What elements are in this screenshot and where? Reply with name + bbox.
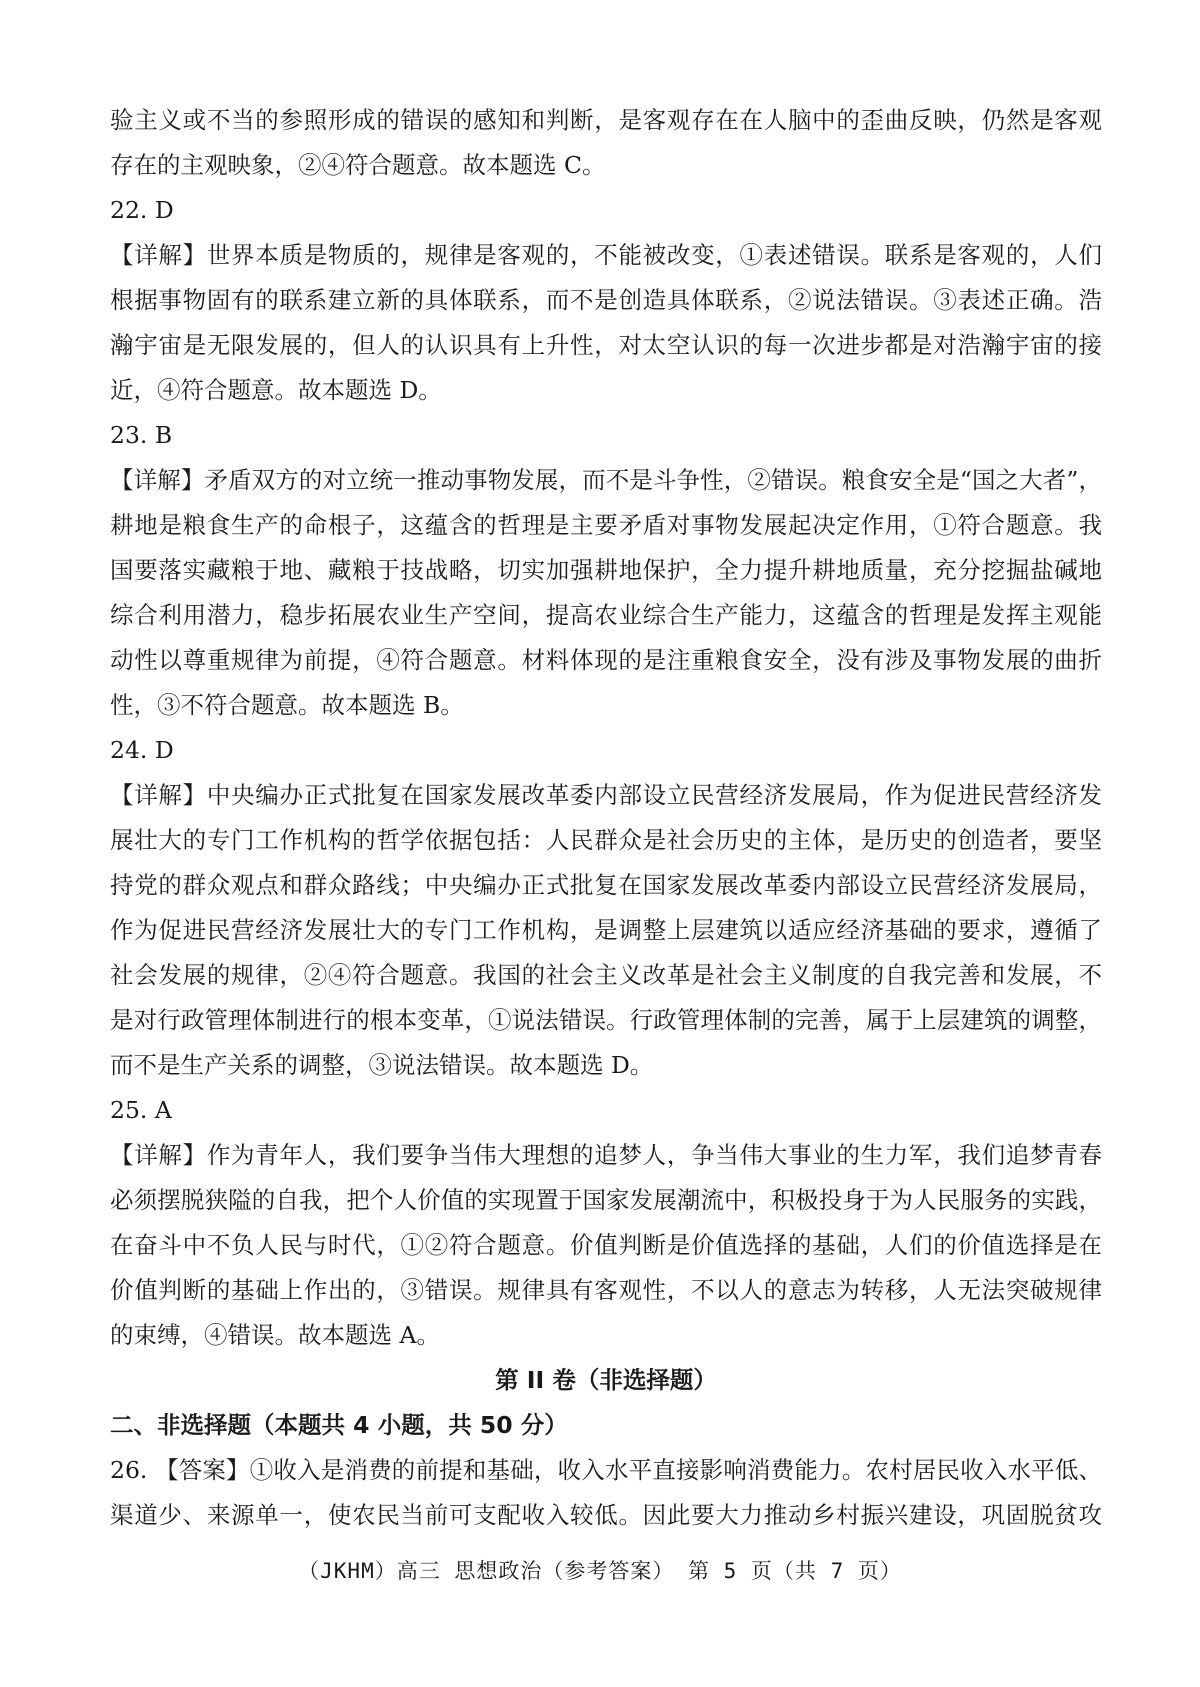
question-26-answer bbox=[110, 1448, 1102, 1538]
question-22-answer: 22. D bbox=[110, 196, 174, 224]
question-24-answer: 24. D bbox=[110, 736, 174, 764]
text-line: 【详解】矛盾双方的对立统一推动事物发展，而不是斗争性，②错误。粮食安全是“国之大者”， bbox=[110, 466, 1102, 494]
text-line: 性，③不符合题意。故本题选 B。 bbox=[110, 691, 464, 719]
text-line: 持党的群众观点和群众路线；中央编办正式批复在国家发展改革委内部设立民营经济发展局， bbox=[110, 871, 1102, 899]
question-25-explanation bbox=[110, 1133, 1102, 1358]
text-line: 社会发展的规律，②④符合题意。我国的社会主义改革是社会主义制度的自我完善和发展，不 bbox=[110, 961, 1102, 989]
intro-paragraph bbox=[110, 98, 1102, 188]
text-line: 近，④符合题意。故本题选 D。 bbox=[110, 376, 442, 404]
text-line: 作为促进民营经济发展壮大的专门工作机构，是调整上层建筑以适应经济基础的要求，遵循了 bbox=[110, 916, 1102, 944]
question-24-explanation bbox=[110, 773, 1102, 1088]
section-title: 第 II 卷（非选择题） bbox=[495, 1366, 717, 1394]
question-25-answer: 25. A bbox=[110, 1096, 172, 1124]
text-line: 国要落实藏粮于地、藏粮于技战略，切实加强耕地保护，全力提升耕地质量，充分挖掘盐碱地 bbox=[110, 556, 1102, 584]
text-line: 而不是生产关系的调整，③说法错误。故本题选 D。 bbox=[110, 1051, 654, 1079]
question-23-explanation bbox=[110, 458, 1102, 728]
section-subtitle: 二、非选择题（本题共 4 小题，共 50 分） bbox=[110, 1411, 568, 1439]
text-line: 【详解】作为青年人，我们要争当伟大理想的追梦人，争当伟大事业的生力军，我们追梦青春 bbox=[110, 1141, 1102, 1169]
text-line: 26. 【答案】①收入是消费的前提和基础，收入水平直接影响消费能力。农村居民收入水平低、 bbox=[110, 1456, 1102, 1484]
page-footer: （JKHM）高三 思想政治（参考答案） 第 5 页（共 7 页） bbox=[298, 1559, 902, 1583]
text-line: 在奋斗中不负人民与时代，①②符合题意。价值判断是价值选择的基础，人们的价值选择是在 bbox=[110, 1231, 1102, 1259]
text-line: 价值判断的基础上作出的，③错误。规律具有客观性，不以人的意志为转移，人无法突破规律 bbox=[110, 1276, 1102, 1304]
question-22-explanation bbox=[110, 233, 1102, 413]
text-line: 必须摆脱狭隘的自我，把个人价值的实现置于国家发展潮流中，积极投身于为人民服务的实践， bbox=[110, 1186, 1102, 1214]
text-line: 动性以尊重规律为前提，④符合题意。材料体现的是注重粮食安全，没有涉及事物发展的曲折 bbox=[110, 646, 1102, 674]
text-line: 是对行政管理体制进行的根本变革，①说法错误。行政管理体制的完善，属于上层建筑的调整， bbox=[110, 1006, 1102, 1034]
text-line: 存在的主观映象，②④符合题意。故本题选 C。 bbox=[110, 151, 606, 179]
text-line: 的束缚，④错误。故本题选 A。 bbox=[110, 1321, 440, 1349]
question-23-answer: 23. B bbox=[110, 421, 173, 449]
text-line: 耕地是粮食生产的命根子，这蕴含的哲理是主要矛盾对事物发展起决定作用，①符合题意。我 bbox=[110, 511, 1102, 539]
text-line: 【详解】中央编办正式批复在国家发展改革委内部设立民营经济发展局，作为促进民营经济发 bbox=[110, 781, 1102, 809]
text-line: 【详解】世界本质是物质的，规律是客观的，不能被改变，①表述错误。联系是客观的，人们 bbox=[110, 241, 1102, 269]
text-line: 验主义或不当的参照形成的错误的感知和判断，是客观存在在人脑中的歪曲反映，仍然是客观 bbox=[110, 106, 1102, 134]
text-line: 渠道少、来源单一，使农民当前可支配收入较低。因此要大力推动乡村振兴建设，巩固脱贫攻 bbox=[110, 1501, 1102, 1529]
text-line: 展壮大的专门工作机构的哲学依据包括：人民群众是社会历史的主体，是历史的创造者，要坚 bbox=[110, 826, 1102, 854]
text-line: 根据事物固有的联系建立新的具体联系，而不是创造具体联系，②说法错误。③表述正确。浩 bbox=[110, 286, 1102, 314]
text-line: 瀚宇宙是无限发展的，但人的认识具有上升性，对太空认识的每一次进步都是对浩瀚宇宙的接 bbox=[110, 331, 1102, 359]
text-line: 综合利用潜力，稳步拓展农业生产空间，提高农业综合生产能力，这蕴含的哲理是发挥主观能 bbox=[110, 601, 1102, 629]
